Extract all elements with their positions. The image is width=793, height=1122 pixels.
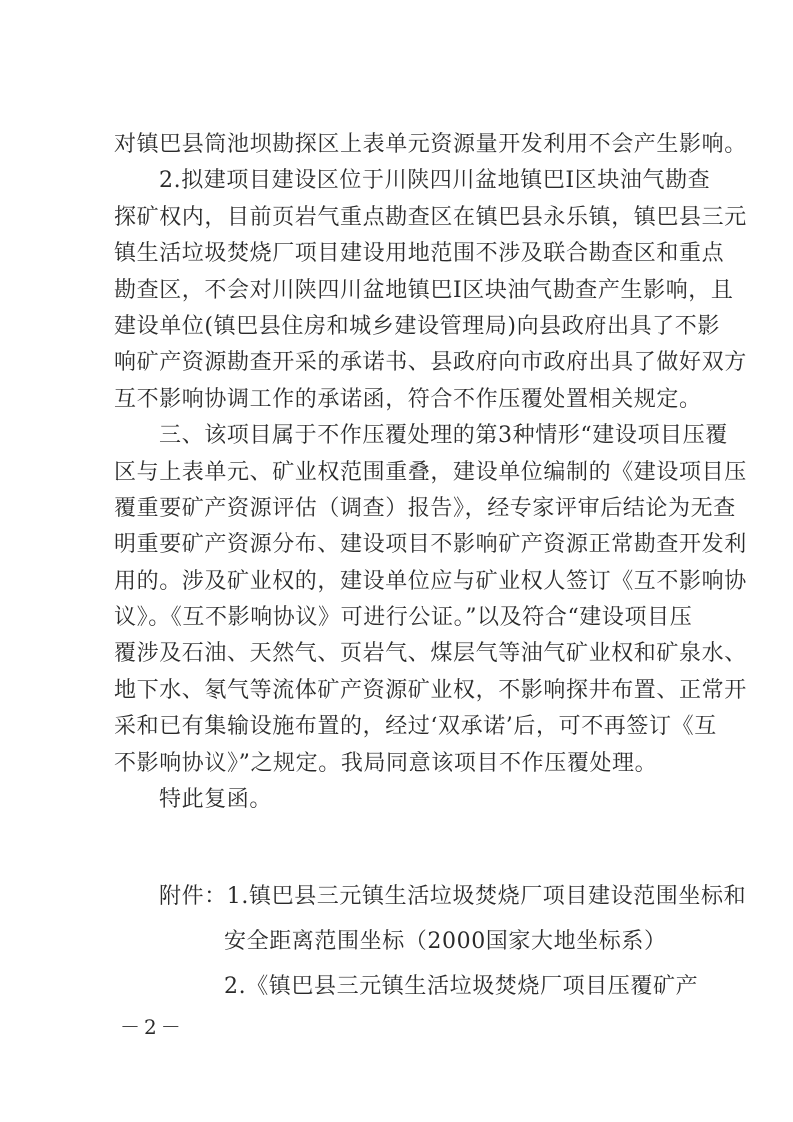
body-text-line: 2.拟建项目建设区位于川陕四川盆地镇巴Ⅰ区块油气勘查 [159, 168, 711, 194]
attachment-line: 2.《镇巴县三元镇生活垃圾焚烧厂项目压覆矿产 [224, 974, 699, 999]
attachment-line: 附件：1.镇巴县三元镇生活垃圾焚烧厂项目建设范围坐标和 [159, 884, 747, 909]
body-text-line: 覆重要矿产资源评估（调查）报告》，经专家评审后结论为无查 [114, 495, 736, 521]
body-text-line: 采和已有集输设施布置的，经过‘双承诺’后，可不再签订《互 [114, 714, 717, 740]
body-text-line: 地下水、氡气等流体矿产资源矿业权，不影响探井布置、正常开 [114, 677, 747, 703]
attachment-line: 安全距离范围坐标（2000国家大地坐标系） [224, 929, 667, 954]
body-text-line: 议》。《互不影响协议》可进行公证。”以及符合“建设项目压 [114, 605, 693, 631]
body-text-line: 明重要矿产资源分布、建设项目不影响矿产资源正常勘查开发利 [114, 532, 747, 558]
closing-line: 特此复函。 [159, 787, 273, 812]
body-text-line: 不影响协议》”之规定。我局同意该项目不作压覆处理。 [114, 750, 658, 776]
body-text-line: 响矿产资源勘查开采的承诺书、县政府向市政府出具了做好双方 [114, 350, 747, 376]
body-text-line: 区与上表单元、矿业权范围重叠，建设单位编制的《建设项目压 [114, 459, 747, 485]
body-text-line: 互不影响协调工作的承诺函，符合不作压覆处置相关规定。 [114, 386, 702, 412]
body-text-line: 探矿权内，目前页岩气重点勘查区在镇巴县永乐镇，镇巴县三元 [114, 204, 747, 230]
body-text-line: 建设单位(镇巴县住房和城乡建设管理局)向县政府出具了不影 [114, 313, 720, 339]
body-text-line: 用的。涉及矿业权的，建设单位应与矿业权人签订《互不影响协 [114, 568, 747, 594]
page-number: －2－ [120, 1015, 185, 1039]
body-text-line: 对镇巴县筒池坝勘探区上表单元资源量开发利用不会产生影响。 [114, 132, 747, 157]
body-text-line: 镇生活垃圾焚烧厂项目建设用地范围不涉及联合勘查区和重点 [114, 241, 725, 267]
body-text-line: 三、该项目属于不作压覆处理的第3种情形“建设项目压覆 [159, 423, 728, 449]
body-text-line: 勘查区，不会对川陕四川盆地镇巴Ⅰ区块油气勘查产生影响，且 [114, 277, 734, 303]
body-text-line: 覆涉及石油、天然气、页岩气、煤层气等油气矿业权和矿泉水、 [114, 641, 747, 667]
